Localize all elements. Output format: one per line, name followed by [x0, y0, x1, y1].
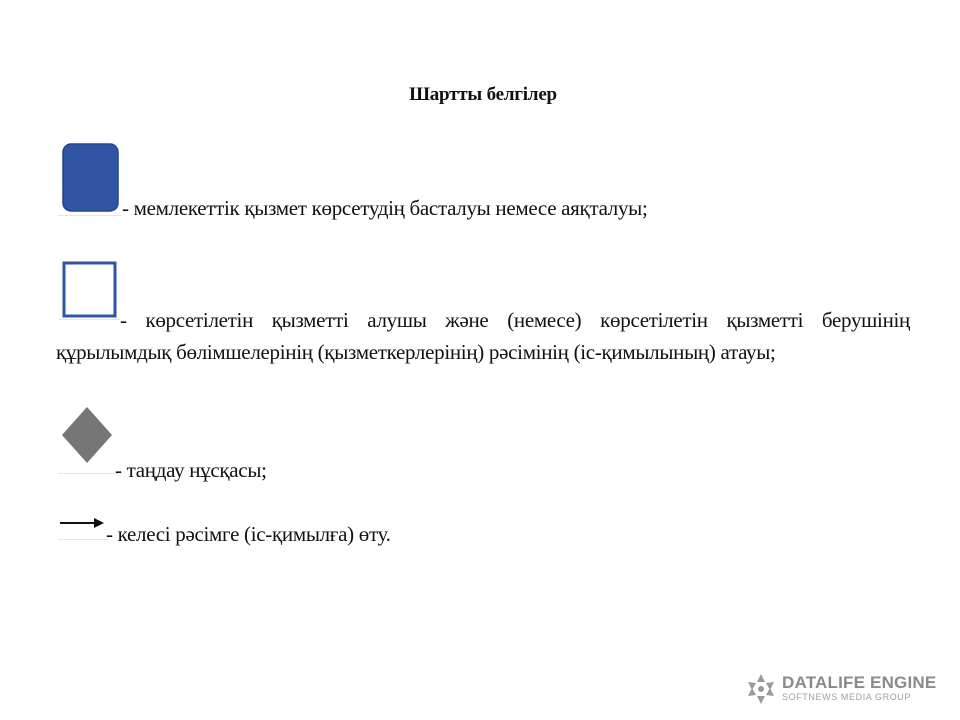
watermark-subtitle: SOFTNEWS MEDIA GROUP [782, 692, 912, 702]
datalife-logo-icon [744, 672, 778, 706]
diamond-icon [58, 398, 118, 474]
arrow-right-icon [58, 514, 108, 540]
datalife-engine-watermark [744, 672, 950, 706]
procedure-description: - көрсетілетін қызметті алушы және (немесе) көрсетілетін қызметті берушінің құрылымдық бөлімшелерінің (қызметкерлерінің) рәсімінің (іс-қимылының) атауы; [56, 308, 910, 364]
choice-symbol [58, 398, 118, 474]
rounded-square-icon [58, 142, 122, 216]
start-end-description: - мемлекеттік қызмет көрсетудің басталуы немесе аяқталуы; [122, 196, 648, 220]
choice-description: - таңдау нұсқасы; [115, 458, 267, 482]
transition-description: - келесі рәсімге (іс-қимылға) өту. [106, 522, 391, 546]
legend-title: Шартты белгілер [409, 84, 557, 105]
transition-symbol [58, 514, 108, 540]
watermark-title: DATALIFE ENGINE [782, 673, 937, 692]
start-end-symbol [58, 142, 122, 216]
